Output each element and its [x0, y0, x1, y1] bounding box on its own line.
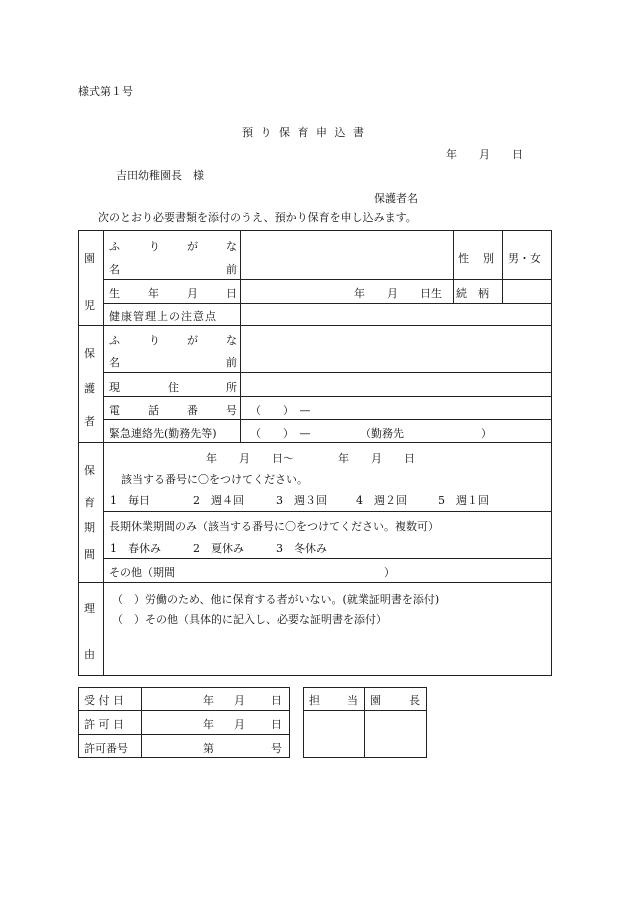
director-stamp-field[interactable]	[365, 711, 426, 757]
section-child-1: 園	[84, 252, 95, 265]
section-child-2: 児	[84, 299, 95, 312]
health-notes-label: 健康管理上の注意点	[109, 310, 217, 323]
relation-field[interactable]	[503, 280, 551, 302]
section-period-3: 期	[84, 521, 95, 534]
reason-option-labor[interactable]: （ ）労働のため、他に保育する者がいない。(就業証明書を添付)	[112, 593, 440, 606]
section-period-2: 育	[84, 496, 95, 509]
weekly-option[interactable]: 5 週１回	[438, 494, 489, 507]
section-reason-2: 由	[84, 648, 95, 661]
phone-value[interactable]: （ ） —	[250, 404, 311, 417]
long-break-option[interactable]: 3 冬休み	[276, 542, 327, 555]
permit-number-label: 許可番号	[84, 742, 128, 755]
long-break-option[interactable]: 2 夏休み	[193, 542, 244, 555]
section-guardian-1: 保	[84, 347, 95, 360]
guardian-name-field[interactable]	[241, 326, 551, 371]
form-number: 様式第１号	[78, 85, 133, 98]
long-break-option[interactable]: 1 春休み	[110, 542, 161, 555]
relation-label: 続 柄	[456, 287, 489, 300]
long-break-label: 長期休業期間のみ（該当する番号に〇をつけてください。複数可）	[109, 520, 439, 533]
weekly-option[interactable]: 2 週４回	[193, 494, 244, 507]
period-instruction: 該当する番号に〇をつけてください。	[121, 473, 308, 486]
health-notes-field[interactable]	[241, 304, 551, 324]
intro-text: 次のとおり必要書類を添付のうえ、預かり保育を申し込みます。	[98, 211, 417, 224]
emergency-contact-value[interactable]: （ ） — （勤務先 ）	[250, 427, 492, 440]
received-date-label: 受 付 日	[84, 694, 124, 707]
reason-option-other[interactable]: （ ）その他（具体的に記入し、必要な証明書を添付）	[112, 613, 387, 626]
form-title: 預 り 保 育 申 込 書	[242, 126, 366, 139]
permitted-date-label: 許 可 日	[84, 718, 124, 731]
emergency-contact-label: 緊急連絡先(勤務先等)	[109, 427, 217, 440]
section-guardian-3: 者	[84, 415, 95, 428]
addressee: 吉田幼稚園長 様	[116, 169, 204, 182]
guardian-name-label: 保護者名	[374, 192, 418, 205]
section-guardian-2: 護	[84, 382, 95, 395]
gender-value[interactable]: 男・女	[508, 252, 541, 265]
section-period-1: 保	[84, 464, 95, 477]
period-other[interactable]: その他（期間 ）	[109, 566, 395, 579]
section-period-4: 間	[84, 548, 95, 561]
section-reason-1: 理	[84, 602, 95, 615]
address-field[interactable]	[241, 373, 551, 395]
weekly-option[interactable]: 1 毎日	[110, 494, 150, 507]
staff-stamp-field[interactable]	[304, 711, 363, 757]
child-name-field[interactable]	[241, 231, 452, 278]
period-date-range[interactable]: 年 月 日～ 年 月 日	[206, 452, 415, 465]
birthdate-value[interactable]: 年 月 日生	[354, 287, 442, 300]
weekly-option[interactable]: 3 週３回	[276, 494, 327, 507]
application-date[interactable]: 年 月 日	[446, 148, 523, 161]
weekly-option[interactable]: 4 週２回	[356, 494, 407, 507]
